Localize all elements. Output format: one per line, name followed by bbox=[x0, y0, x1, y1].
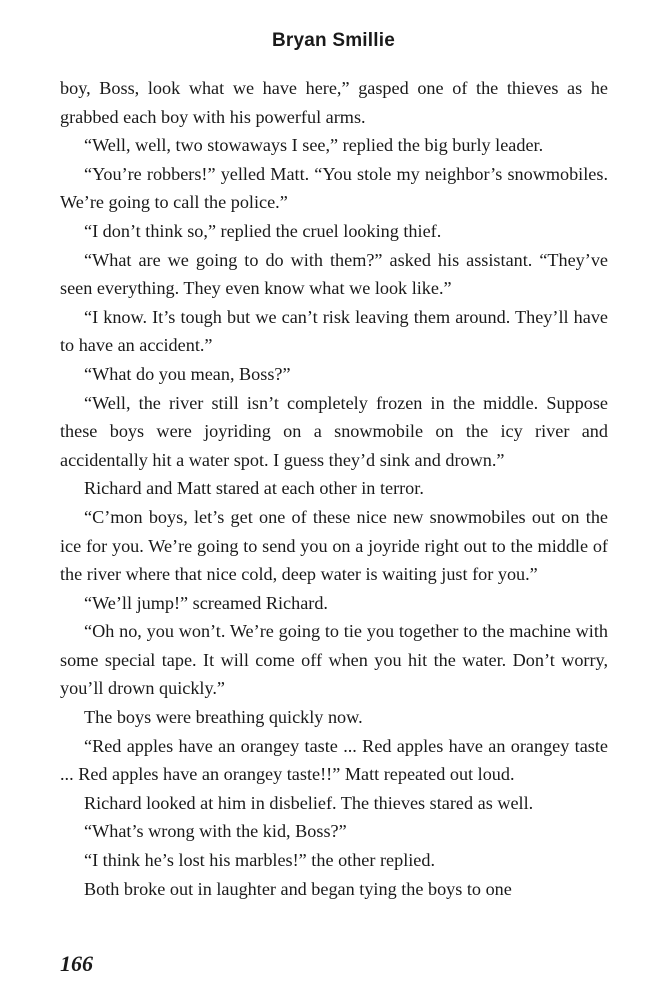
paragraph: “I know. It’s tough but we can’t risk leaving them around. They’ll have to have an accident.” bbox=[60, 306, 608, 356]
paragraph: Both broke out in laughter and began tying the boys to one bbox=[84, 878, 512, 899]
paragraph: boy, Boss, look what we have here,” gasped one of the thieves as he grabbed each boy with his powerful arms. bbox=[60, 78, 608, 127]
running-head: Bryan Smillie bbox=[272, 30, 395, 51]
paragraph: The boys were breathing quickly now. bbox=[84, 707, 363, 728]
paragraph: Richard looked at him in disbelief. The thieves stared as well. bbox=[84, 792, 534, 813]
paragraph: “I think he’s lost his marbles!” the other replied. bbox=[84, 850, 436, 871]
paragraph: “Well, well, two stowaways I see,” replied the big burly leader. bbox=[84, 135, 544, 156]
paragraph: “What do you mean, Boss?” bbox=[84, 363, 291, 384]
paragraph: “C’mon boys, let’s get one of these nice new snowmobiles out on the ice for you. We’re going to send you on a joyride right out to the middle of the river where that nice cold, deep water is waiting just for you.” bbox=[60, 506, 608, 585]
body-text bbox=[60, 74, 608, 903]
paragraph: “Red apples have an orangey taste ... Red apples have an orangey taste ... Red apples have an orangey taste!!” Matt repeated out loud. bbox=[60, 735, 608, 785]
paragraph: “I don’t think so,” replied the cruel looking thief. bbox=[84, 220, 442, 241]
paragraph: “Oh no, you won’t. We’re going to tie you together to the machine with some special tape. It will come off when you hit the water. Don’t worry, you’ll drown quickly.” bbox=[60, 621, 608, 699]
paragraph: “We’ll jump!” screamed Richard. bbox=[84, 592, 328, 613]
paragraph: “What’s wrong with the kid, Boss?” bbox=[84, 821, 347, 842]
paragraph: Richard and Matt stared at each other in terror. bbox=[84, 478, 424, 499]
paragraph: “You’re robbers!” yelled Matt. “You stole my neighbor’s snowmobiles. We’re going to call the police.” bbox=[60, 163, 608, 213]
page-number: 166 bbox=[60, 951, 93, 976]
paragraph: “What are we going to do with them?” asked his assistant. “They’ve seen everything. They even know what we look like.” bbox=[60, 249, 608, 299]
paragraph: “Well, the river still isn’t completely frozen in the middle. Suppose these boys were joyriding on a snowmobile on the icy river and accidentally hit a water spot. I guess they’d sink and drown.” bbox=[60, 392, 608, 470]
